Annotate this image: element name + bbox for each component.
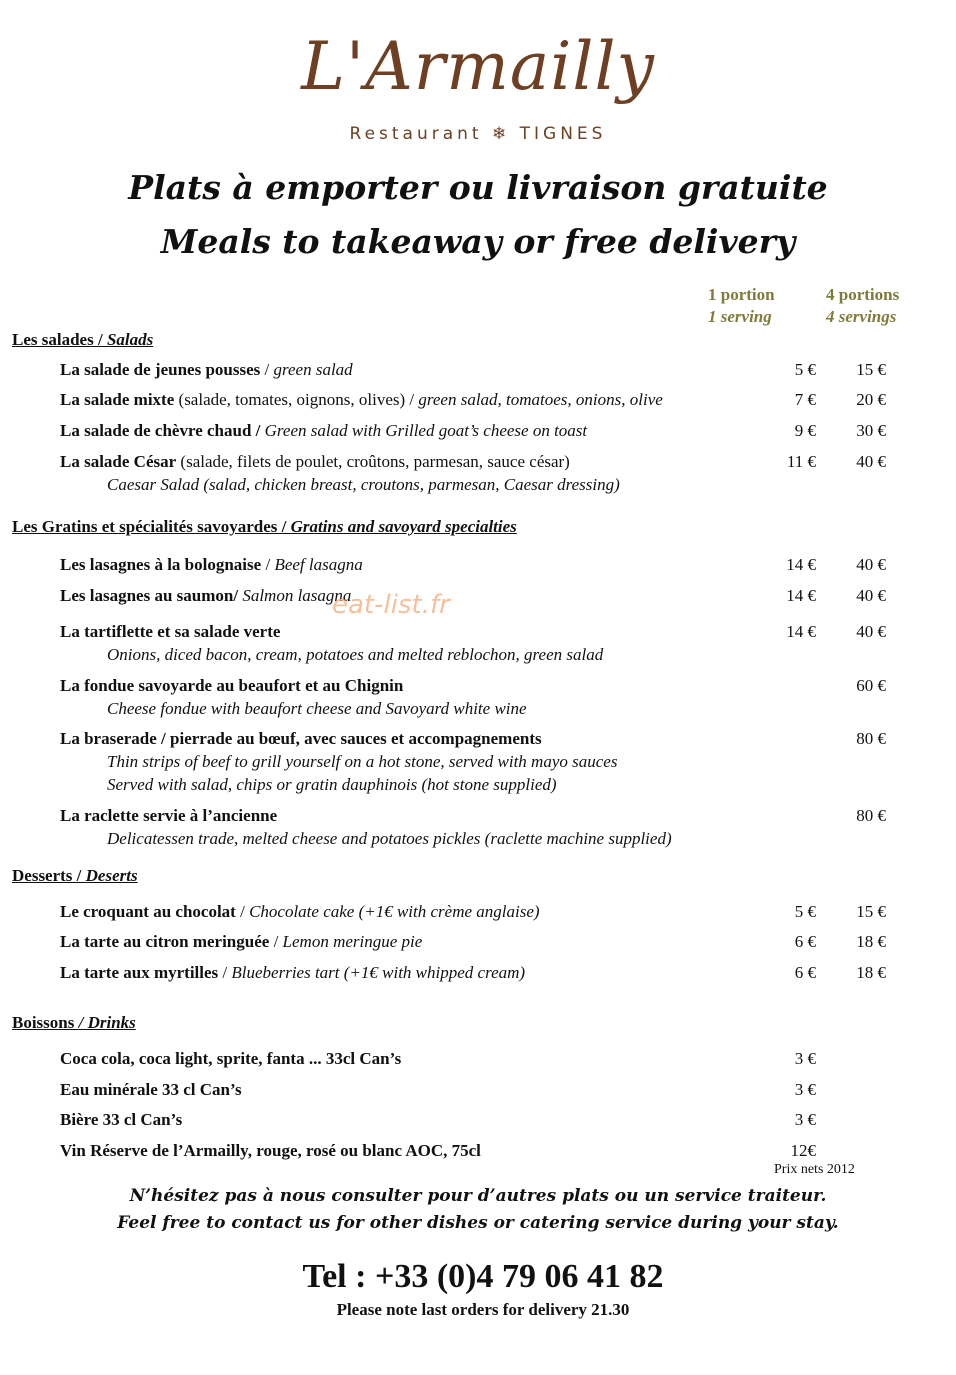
section-heading-gratins: Les Gratins et spécialités savoyardes / Gratins and savoyard specialties [12,517,517,536]
column-header-four-servings: 4 servings [826,307,897,326]
menu-item: La fondue savoyarde au beaufort et au Chignin [60,676,404,695]
price-one-portion: 5 € [794,360,816,379]
section-heading-desserts: Desserts / Deserts [12,866,138,885]
price-one-portion: 3 € [794,1110,816,1129]
price-one-portion: 14 € [786,586,816,605]
title-english: Meals to takeaway or free delivery [160,222,796,261]
column-header-four-portions: 4 portions [826,285,900,304]
item-description: Caesar Salad (salad, chicken breast, croutons, parmesan, Caesar dressing) [107,475,620,494]
price-four-portions: 20 € [856,390,886,409]
menu-item: La salade mixte (salade, tomates, oignons, olives) / green salad, tomatoes, onions, olive [60,390,663,409]
menu-item: La tarte aux myrtilles / Blueberries tart (+1€ with whipped cream) [60,963,526,982]
price-four-portions: 40 € [856,452,886,471]
menu-item: Bière 33 cl Can’s [60,1110,183,1129]
title-french: Plats à emporter ou livraison gratuite [128,168,828,207]
price-one-portion: 6 € [794,932,816,951]
menu-item: La salade de chèvre chaud / Green salad with Grilled goat’s cheese on toast [60,421,588,440]
item-description: Served with salad, chips or gratin dauphinois (hot stone supplied) [107,775,557,794]
price-four-portions: 30 € [856,421,886,440]
watermark: eat-list.fr [332,590,450,620]
menu-item: Coca cola, coca light, sprite, fanta ... 33cl Can’s [60,1049,402,1068]
item-description: Delicatessen trade, melted cheese and potatoes pickles (raclette machine supplied) [107,829,672,848]
logo-subtitle: Restaurant ❄ TIGNES [349,124,607,144]
menu-item: Le croquant au chocolat / Chocolate cake (+1€ with crème anglaise) [60,902,540,921]
price-one-portion: 3 € [794,1080,816,1099]
section-heading-salads: Les salades / Salads [12,330,154,349]
price-four-portions: 80 € [856,806,886,825]
price-four-portions: 40 € [856,586,886,605]
price-four-portions: 18 € [856,963,886,982]
item-description: Thin strips of beef to grill yourself on a hot stone, served with mayo sauces [107,752,618,771]
price-one-portion: 6 € [794,963,816,982]
price-note: Prix nets 2012 [774,1162,855,1177]
menu-item: La raclette servie à l’ancienne [60,806,278,825]
section-heading-drinks: Boissons / Drinks [12,1013,136,1032]
item-description: Onions, diced bacon, cream, potatoes and melted reblochon, green salad [107,645,604,664]
menu-item: La salade de jeunes pousses / green salad [60,360,353,379]
price-one-portion: 3 € [794,1049,816,1068]
price-one-portion: 9 € [794,421,816,440]
menu-item: Eau minérale 33 cl Can’s [60,1080,242,1099]
restaurant-logo: L'Armailly [301,28,655,105]
column-header-one-serving: 1 serving [708,307,772,326]
column-header-one-portion: 1 portion [708,285,775,304]
price-one-portion: 7 € [794,390,816,409]
menu-item: Les lasagnes à la bolognaise / Beef lasagna [60,555,363,574]
menu-item: Vin Réserve de l’Armailly, rouge, rosé ou blanc AOC, 75cl [60,1141,481,1160]
footer-note-french: N’hésitez pas à nous consulter pour d’autres plats ou un service traiteur. [129,1186,827,1206]
item-description: Cheese fondue with beaufort cheese and Savoyard white wine [107,699,527,718]
price-four-portions: 40 € [856,622,886,641]
price-one-portion: 5 € [794,902,816,921]
menu-item: La braserade / pierrade au bœuf, avec sauces et accompagnements [60,729,542,748]
price-four-portions: 18 € [856,932,886,951]
footer-note-english: Feel free to contact us for other dishes or catering service during your stay. [117,1213,839,1233]
price-one-portion: 14 € [786,555,816,574]
menu-item: Les lasagnes au saumon/ Salmon lasagna [60,586,352,605]
price-one-portion: 14 € [786,622,816,641]
price-four-portions: 80 € [856,729,886,748]
price-four-portions: 15 € [856,902,886,921]
price-one-portion: 12€ [790,1141,816,1160]
price-one-portion: 11 € [786,452,816,471]
price-four-portions: 60 € [856,676,886,695]
price-four-portions: 15 € [856,360,886,379]
last-orders-note: Please note last orders for delivery 21.30 [336,1300,630,1319]
price-four-portions: 40 € [856,555,886,574]
menu-item: La tarte au citron meringuée / Lemon meringue pie [60,932,423,951]
phone-number: Tel : +33 (0)4 79 06 41 82 [302,1258,664,1295]
menu-item: La tartiflette et sa salade verte [60,622,281,641]
menu-item: La salade César (salade, filets de poulet, croûtons, parmesan, sauce césar) [60,452,570,471]
